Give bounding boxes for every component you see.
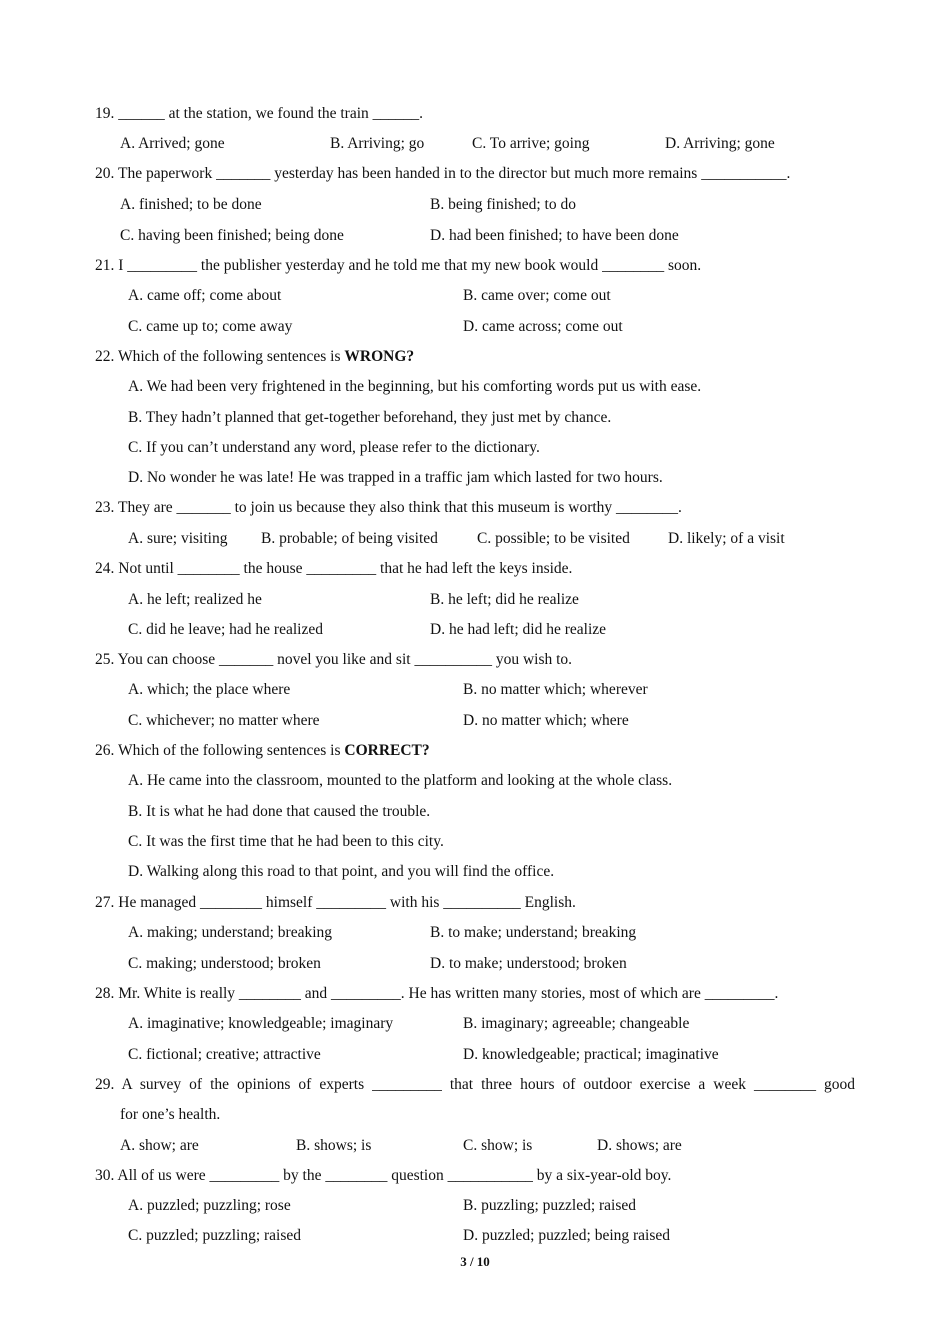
question-26-stem — [95, 741, 430, 761]
q30-option-a: A. puzzled; puzzling; rose — [128, 1197, 291, 1214]
q23-option-c: C. possible; to be visited — [477, 530, 630, 547]
q22-stem-emphasis: WRONG? — [344, 348, 415, 365]
q26-option-b: B. It is what he had done that caused the trouble. — [128, 803, 431, 820]
q22-option-a: A. We had been very frightened in the beginning, but his comforting words put us with ease. — [128, 378, 702, 395]
question-23-stem: 23. They are _______ to join us because they also think that this museum is worthy ________. — [95, 499, 682, 516]
q27-option-b: B. to make; understand; breaking — [430, 924, 637, 941]
q20-option-c: C. having been finished; being done — [120, 227, 344, 244]
q20-option-d: D. had been finished; to have been done — [430, 227, 679, 244]
q25-option-a: A. which; the place where — [128, 681, 291, 698]
q23-option-b: B. probable; of being visited — [261, 530, 438, 547]
q19-option-b: B. Arriving; go — [330, 135, 425, 152]
q30-option-d: D. puzzled; puzzled; being raised — [463, 1227, 671, 1244]
question-27-stem: 27. He managed ________ himself _________ with his __________ English. — [95, 894, 576, 911]
question-30-stem: 30. All of us were _________ by the ________ question ___________ by a six-year-old boy. — [95, 1167, 672, 1184]
q26-stem-text: 26. Which of the following sentences is — [95, 742, 345, 759]
question-29-stem-line1: 29. A survey of the opinions of experts _________ that three hours of outdoor exercise a week ________ good — [95, 1076, 855, 1093]
q22-option-d: D. No wonder he was late! He was trapped in a traffic jam which lasted for two hours. — [128, 469, 663, 486]
q24-option-d: D. he had left; did he realize — [430, 621, 607, 638]
page-number: 3 / 10 — [460, 1254, 490, 1269]
q22-stem-text: 22. Which of the following sentences is — [95, 348, 345, 365]
q27-option-a: A. making; understand; breaking — [128, 924, 333, 941]
q26-option-c: C. It was the first time that he had been to this city. — [128, 833, 444, 850]
q29-option-a: A. show; are — [120, 1137, 199, 1154]
q24-option-b: B. he left; did he realize — [430, 591, 579, 608]
q29-option-b: B. shows; is — [296, 1137, 372, 1154]
question-24-stem: 24. Not until ________ the house _________ that he had left the keys inside. — [95, 560, 573, 577]
question-25-stem: 25. You can choose _______ novel you like and sit __________ you wish to. — [95, 651, 573, 668]
q24-option-a: A. he left; realized he — [128, 591, 262, 608]
q21-option-a: A. came off; come about — [128, 287, 282, 304]
q20-option-a: A. finished; to be done — [120, 196, 262, 213]
q21-option-c: C. came up to; come away — [128, 318, 293, 335]
q19-option-d: D. Arriving; gone — [665, 135, 775, 152]
question-28-stem: 28. Mr. White is really ________ and _________. He has written many stories, most of which are _________. — [95, 985, 779, 1002]
q30-option-b: B. puzzling; puzzled; raised — [463, 1197, 637, 1214]
question-22-stem — [95, 347, 414, 367]
q24-option-c: C. did he leave; had he realized — [128, 621, 323, 638]
q21-option-d: D. came across; come out — [463, 318, 623, 335]
question-29-stem-line2: for one’s health. — [120, 1106, 221, 1123]
q28-option-c: C. fictional; creative; attractive — [128, 1046, 321, 1063]
question-20-stem: 20. The paperwork _______ yesterday has been handed in to the director but much more remains ___________. — [95, 165, 791, 182]
q23-option-a: A. sure; visiting — [128, 530, 228, 547]
q29-option-c: C. show; is — [463, 1137, 533, 1154]
q26-stem-emphasis: CORRECT? — [344, 742, 430, 759]
question-21-stem: 21. I _________ the publisher yesterday and he told me that my new book would ________ soon. — [95, 257, 702, 274]
q21-option-b: B. came over; come out — [463, 287, 611, 304]
q27-option-c: C. making; understood; broken — [128, 955, 321, 972]
q27-option-d: D. to make; understood; broken — [430, 955, 627, 972]
q20-option-b: B. being finished; to do — [430, 196, 576, 213]
q26-option-d: D. Walking along this road to that point, and you will find the office. — [128, 863, 555, 880]
q29-option-d: D. shows; are — [597, 1137, 682, 1154]
question-19-stem: 19. ______ at the station, we found the train ______. — [95, 105, 424, 122]
q22-option-c: C. If you can’t understand any word, please refer to the dictionary. — [128, 439, 540, 456]
q25-option-d: D. no matter which; where — [463, 712, 629, 729]
q28-option-b: B. imaginary; agreeable; changeable — [463, 1015, 690, 1032]
q28-option-d: D. knowledgeable; practical; imaginative — [463, 1046, 719, 1063]
q19-option-a: A. Arrived; gone — [120, 135, 225, 152]
q30-option-c: C. puzzled; puzzling; raised — [128, 1227, 302, 1244]
q25-option-c: C. whichever; no matter where — [128, 712, 320, 729]
q23-option-d: D. likely; of a visit — [668, 530, 785, 547]
q22-option-b: B. They hadn’t planned that get-together beforehand, they just met by chance. — [128, 409, 612, 426]
q19-option-c: C. To arrive; going — [472, 135, 590, 152]
q28-option-a: A. imaginative; knowledgeable; imaginary — [128, 1015, 394, 1032]
q25-option-b: B. no matter which; wherever — [463, 681, 648, 698]
q26-option-a: A. He came into the classroom, mounted to the platform and looking at the whole class. — [128, 772, 673, 789]
